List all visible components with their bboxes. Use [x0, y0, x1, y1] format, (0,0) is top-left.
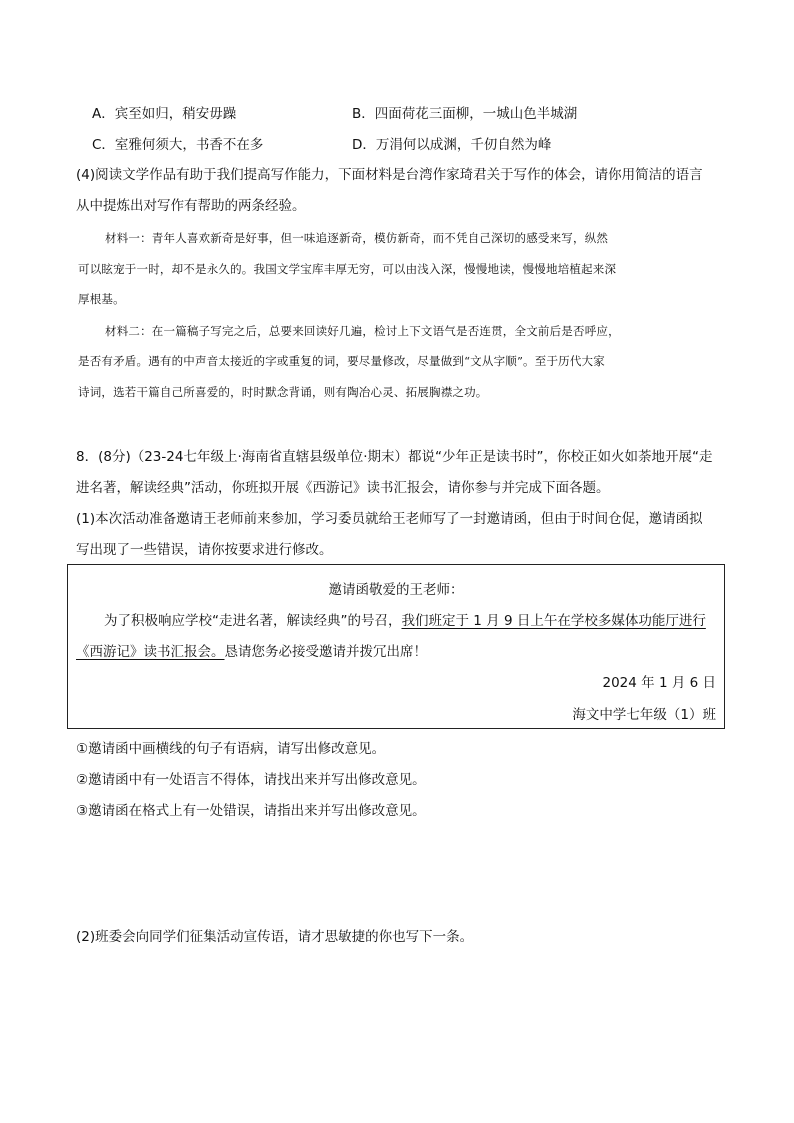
letter-body-line2-plain: 恳请您务必接受邀请并拨冗出席！ [224, 644, 427, 660]
option-d: D．万涓何以成渊，千仞自然为峰 [352, 137, 552, 153]
option-b: B．四面荷花三面柳，一城山色半城湖 [352, 106, 578, 122]
material2-line2: 是否有矛盾。遇有的中声音太接近的字或重复的词，要尽量修改，尽量做到“文从字顺”。至于历代大家 [78, 354, 605, 368]
letter-body-line1-plain: 为了积极响应学校“走进名著，解读经典”的号召， [104, 613, 402, 629]
sub1-prompt-line1: (1)本次活动准备邀请王老师前来参加，学习委员就给王老师写了一封邀请函，但由于时间仓促，邀请函拟 [76, 511, 703, 527]
q8-header-line2: 进名著，解读经典”活动，你班拟开展《西游记》读书汇报会，请你参与并完成下面各题。 [76, 480, 610, 496]
letter-signature: 海文中学七年级（1）班 [572, 707, 716, 723]
q8-header-line1: 8．(8分)（23-24七年级上·海南省直辖县级单位·期末）都说“少年正是读书时”，你校正如火如荼地开展“走 [76, 449, 713, 465]
task1: ①邀请函中画横线的句子有语病，请写出修改意见。 [76, 741, 386, 757]
letter-underlined-sentence-part2: 《西游记》读书汇报会。 [76, 644, 225, 660]
option-c: C．室雅何须大，书香不在多 [92, 137, 264, 153]
material1-line1: 材料一：青年人喜欢新奇是好事，但一味追逐新奇，模仿新奇，而不凭自己深切的感受来写，纵然 [105, 231, 609, 245]
invitation-letter-box [67, 564, 725, 729]
material2-line1: 材料二：在一篇稿子写完之后，总要来回读好几遍，检讨上下文语气是否连贯，全文前后是否呼应， [105, 324, 620, 338]
sub4-prompt-line1: (4)阅读文学作品有助于我们提高写作能力，下面材料是台湾作家琦君关于写作的体会，请你用简洁的语言 [76, 167, 703, 183]
sub2-prompt: (2)班委会向同学们征集活动宣传语，请才思敏捷的你也写下一条。 [76, 929, 474, 945]
letter-date: 2024 年 1 月 6 日 [602, 675, 716, 691]
letter-body-line2 [76, 640, 427, 660]
material2-line3: 诗词，选若干篇自己所喜爱的，时时默念背诵，则有陶冶心灵、拓展胸襟之功。 [78, 385, 488, 399]
option-a: A．宾至如归，稍安毋躁 [92, 106, 237, 122]
task3: ③邀请函在格式上有一处错误，请指出来并写出修改意见。 [76, 803, 426, 819]
sub1-prompt-line2: 写出现了一些错误，请你按要求进行修改。 [76, 542, 333, 558]
material1-line2: 可以眩宠于一时，却不是永久的。我国文学宝库丰厚无穷，可以由浅入深，慢慢地读，慢慢地培植起来深 [78, 262, 617, 276]
letter-underlined-sentence-part1: 我们班定于 1 月 9 日上午在学校多媒体功能厅进行 [401, 613, 706, 629]
task2: ②邀请函中有一处语言不得体，请找出来并写出修改意见。 [76, 772, 426, 788]
material1-line3: 厚根基。 [78, 292, 125, 306]
letter-body-line1 [104, 609, 706, 629]
sub4-prompt-line2: 从中提炼出对写作有帮助的两条经验。 [76, 198, 306, 214]
letter-title: 邀请函敬爱的王老师： [328, 582, 464, 598]
